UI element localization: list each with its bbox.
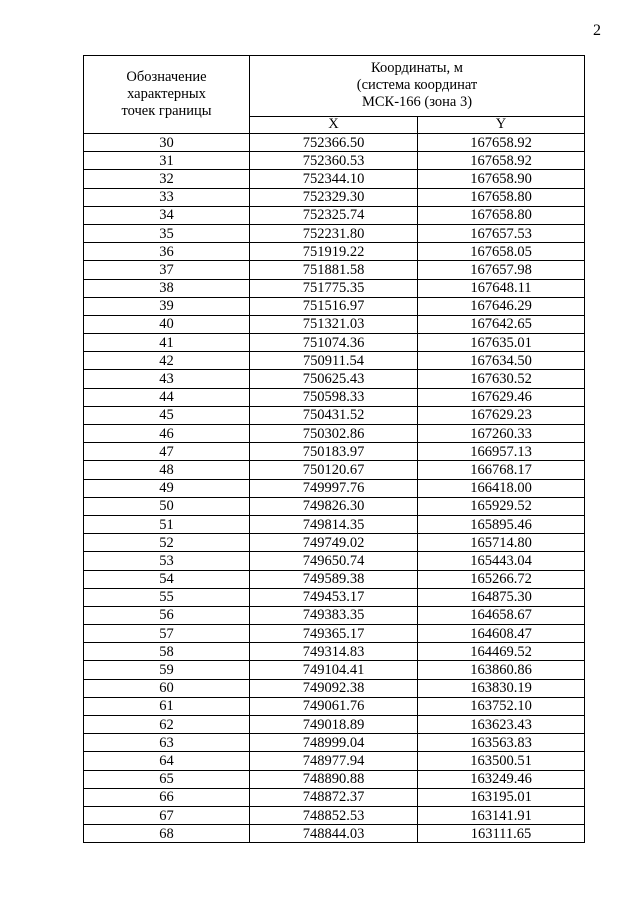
coords-header-line: Координаты, м — [371, 60, 463, 77]
coords-header-line: МСК-166 (зона 3) — [361, 94, 473, 111]
table-row — [84, 388, 585, 406]
y-coordinate-cell: 167260.33 — [418, 425, 585, 443]
x-coordinate-cell: 752366.50 — [250, 134, 418, 152]
table-row — [84, 279, 585, 297]
point-number-cell: 48 — [84, 461, 250, 479]
point-header-line: характерных — [127, 86, 206, 102]
point-number-cell: 51 — [84, 515, 250, 533]
coordinates-table — [83, 55, 585, 843]
point-number-cell: 41 — [84, 334, 250, 352]
point-number-cell: 65 — [84, 770, 250, 788]
x-coordinate-cell: 751516.97 — [250, 297, 418, 315]
y-coordinate-cell: 164469.52 — [418, 643, 585, 661]
x-coordinate-cell: 751919.22 — [250, 243, 418, 261]
table-row — [84, 697, 585, 715]
table-row — [84, 370, 585, 388]
x-coordinate-cell: 749092.38 — [250, 679, 418, 697]
x-coordinate-cell: 752360.53 — [250, 152, 418, 170]
point-number-cell: 58 — [84, 643, 250, 661]
x-coordinate-cell: 750183.97 — [250, 443, 418, 461]
x-coordinate-cell: 752325.74 — [250, 206, 418, 224]
table-row — [84, 152, 585, 170]
table-row — [84, 716, 585, 734]
x-coordinate-cell: 748890.88 — [250, 770, 418, 788]
point-number-cell: 43 — [84, 370, 250, 388]
x-coordinate-cell: 749365.17 — [250, 625, 418, 643]
table-row — [84, 625, 585, 643]
y-coordinate-cell: 167642.65 — [418, 315, 585, 333]
table-row — [84, 188, 585, 206]
point-number-cell: 67 — [84, 806, 250, 824]
x-coordinate-cell: 750598.33 — [250, 388, 418, 406]
y-coordinate-cell: 167658.92 — [418, 134, 585, 152]
table-row — [84, 643, 585, 661]
y-coordinate-cell: 163752.10 — [418, 697, 585, 715]
table-row — [84, 243, 585, 261]
x-coordinate-cell: 749104.41 — [250, 661, 418, 679]
y-coordinate-cell: 163141.91 — [418, 806, 585, 824]
point-number-cell: 49 — [84, 479, 250, 497]
table-row — [84, 315, 585, 333]
table-row — [84, 570, 585, 588]
x-coordinate-cell: 748844.03 — [250, 825, 418, 843]
y-coordinate-cell: 164658.67 — [418, 606, 585, 624]
point-number-cell: 33 — [84, 188, 250, 206]
y-coordinate-cell: 163623.43 — [418, 716, 585, 734]
table-row — [84, 752, 585, 770]
point-number-cell: 68 — [84, 825, 250, 843]
x-coordinate-cell: 749453.17 — [250, 588, 418, 606]
table-row — [84, 443, 585, 461]
point-number-cell: 57 — [84, 625, 250, 643]
y-coordinate-cell: 167629.46 — [418, 388, 585, 406]
table-row — [84, 734, 585, 752]
table-row — [84, 134, 585, 152]
x-column-header: X — [250, 116, 418, 133]
point-number-cell: 60 — [84, 679, 250, 697]
point-number-cell: 52 — [84, 534, 250, 552]
y-coordinate-cell: 167658.90 — [418, 170, 585, 188]
point-number-cell: 37 — [84, 261, 250, 279]
x-coordinate-cell: 749826.30 — [250, 497, 418, 515]
table-row — [84, 770, 585, 788]
point-number-cell: 64 — [84, 752, 250, 770]
x-coordinate-cell: 749018.89 — [250, 716, 418, 734]
x-coordinate-cell: 748999.04 — [250, 734, 418, 752]
table-row — [84, 261, 585, 279]
y-coordinate-cell: 163830.19 — [418, 679, 585, 697]
table-row — [84, 534, 585, 552]
page-number: 2 — [593, 22, 601, 39]
table-row — [84, 352, 585, 370]
point-number-cell: 59 — [84, 661, 250, 679]
x-coordinate-cell: 750120.67 — [250, 461, 418, 479]
table-row — [84, 170, 585, 188]
point-header-line: Обозначение — [126, 69, 207, 85]
x-coordinate-cell: 750911.54 — [250, 352, 418, 370]
point-number-cell: 44 — [84, 388, 250, 406]
y-coordinate-cell: 165266.72 — [418, 570, 585, 588]
x-coordinate-cell: 752329.30 — [250, 188, 418, 206]
y-coordinate-cell: 163195.01 — [418, 788, 585, 806]
coordinates-group-header — [250, 56, 585, 117]
y-coordinate-cell: 167635.01 — [418, 334, 585, 352]
point-header-line: точек границы — [121, 103, 212, 119]
x-coordinate-cell: 749650.74 — [250, 552, 418, 570]
x-coordinate-cell: 748852.53 — [250, 806, 418, 824]
point-number-cell: 32 — [84, 170, 250, 188]
point-designation-header — [84, 56, 250, 134]
y-coordinate-cell: 167657.53 — [418, 224, 585, 242]
table-row — [84, 515, 585, 533]
y-coordinate-cell: 167646.29 — [418, 297, 585, 315]
table-row — [84, 825, 585, 843]
point-number-cell: 61 — [84, 697, 250, 715]
table-row — [84, 661, 585, 679]
table-row — [84, 497, 585, 515]
y-coordinate-cell: 167658.80 — [418, 206, 585, 224]
header-row-top — [84, 56, 585, 117]
table-row — [84, 334, 585, 352]
y-coordinate-cell: 163563.83 — [418, 734, 585, 752]
x-coordinate-cell: 748872.37 — [250, 788, 418, 806]
point-number-cell: 46 — [84, 425, 250, 443]
x-coordinate-cell: 751881.58 — [250, 261, 418, 279]
coords-header-line: (система координат — [356, 77, 478, 94]
table-body — [84, 134, 585, 843]
y-coordinate-cell: 163111.65 — [418, 825, 585, 843]
table-row — [84, 679, 585, 697]
table-row — [84, 224, 585, 242]
y-coordinate-cell: 165443.04 — [418, 552, 585, 570]
y-coordinate-cell: 166957.13 — [418, 443, 585, 461]
y-coordinate-cell: 167657.98 — [418, 261, 585, 279]
y-coordinate-cell: 167634.50 — [418, 352, 585, 370]
point-number-cell: 53 — [84, 552, 250, 570]
y-coordinate-cell: 167658.05 — [418, 243, 585, 261]
x-coordinate-cell: 752344.10 — [250, 170, 418, 188]
x-coordinate-cell: 750431.52 — [250, 406, 418, 424]
x-coordinate-cell: 749814.35 — [250, 515, 418, 533]
y-coordinate-cell: 167630.52 — [418, 370, 585, 388]
x-coordinate-cell: 749061.76 — [250, 697, 418, 715]
y-coordinate-cell: 165714.80 — [418, 534, 585, 552]
point-number-cell: 36 — [84, 243, 250, 261]
x-coordinate-cell: 751321.03 — [250, 315, 418, 333]
point-number-cell: 62 — [84, 716, 250, 734]
y-coordinate-cell: 167658.80 — [418, 188, 585, 206]
x-coordinate-cell: 749749.02 — [250, 534, 418, 552]
table-row — [84, 206, 585, 224]
x-coordinate-cell: 752231.80 — [250, 224, 418, 242]
y-coordinate-cell: 164608.47 — [418, 625, 585, 643]
y-coordinate-cell: 166768.17 — [418, 461, 585, 479]
y-coordinate-cell: 163860.86 — [418, 661, 585, 679]
point-number-cell: 31 — [84, 152, 250, 170]
table-row — [84, 479, 585, 497]
point-number-cell: 38 — [84, 279, 250, 297]
table-row — [84, 297, 585, 315]
y-coordinate-cell: 163500.51 — [418, 752, 585, 770]
table-row — [84, 461, 585, 479]
y-coordinate-cell: 167648.11 — [418, 279, 585, 297]
table-row — [84, 425, 585, 443]
x-coordinate-cell: 750302.86 — [250, 425, 418, 443]
x-coordinate-cell: 749997.76 — [250, 479, 418, 497]
point-number-cell: 55 — [84, 588, 250, 606]
x-coordinate-cell: 749383.35 — [250, 606, 418, 624]
point-number-cell: 56 — [84, 606, 250, 624]
point-number-cell: 66 — [84, 788, 250, 806]
x-coordinate-cell: 750625.43 — [250, 370, 418, 388]
table-row — [84, 552, 585, 570]
point-number-cell: 42 — [84, 352, 250, 370]
table-header — [84, 56, 585, 134]
x-coordinate-cell: 749314.83 — [250, 643, 418, 661]
x-coordinate-cell: 749589.38 — [250, 570, 418, 588]
point-number-cell: 50 — [84, 497, 250, 515]
y-coordinate-cell: 165895.46 — [418, 515, 585, 533]
y-coordinate-cell: 163249.46 — [418, 770, 585, 788]
point-number-cell: 39 — [84, 297, 250, 315]
point-number-cell: 54 — [84, 570, 250, 588]
y-coordinate-cell: 167629.23 — [418, 406, 585, 424]
table-row — [84, 406, 585, 424]
x-coordinate-cell: 748977.94 — [250, 752, 418, 770]
x-coordinate-cell: 751775.35 — [250, 279, 418, 297]
table-row — [84, 788, 585, 806]
y-coordinate-cell: 167658.92 — [418, 152, 585, 170]
y-column-header: Y — [418, 116, 585, 133]
point-number-cell: 45 — [84, 406, 250, 424]
table-row — [84, 806, 585, 824]
y-coordinate-cell: 166418.00 — [418, 479, 585, 497]
point-number-cell: 63 — [84, 734, 250, 752]
table-row — [84, 606, 585, 624]
point-number-cell: 47 — [84, 443, 250, 461]
x-coordinate-cell: 751074.36 — [250, 334, 418, 352]
point-number-cell: 30 — [84, 134, 250, 152]
point-number-cell: 35 — [84, 224, 250, 242]
point-number-cell: 34 — [84, 206, 250, 224]
y-coordinate-cell: 165929.52 — [418, 497, 585, 515]
y-coordinate-cell: 164875.30 — [418, 588, 585, 606]
point-number-cell: 40 — [84, 315, 250, 333]
table-row — [84, 588, 585, 606]
